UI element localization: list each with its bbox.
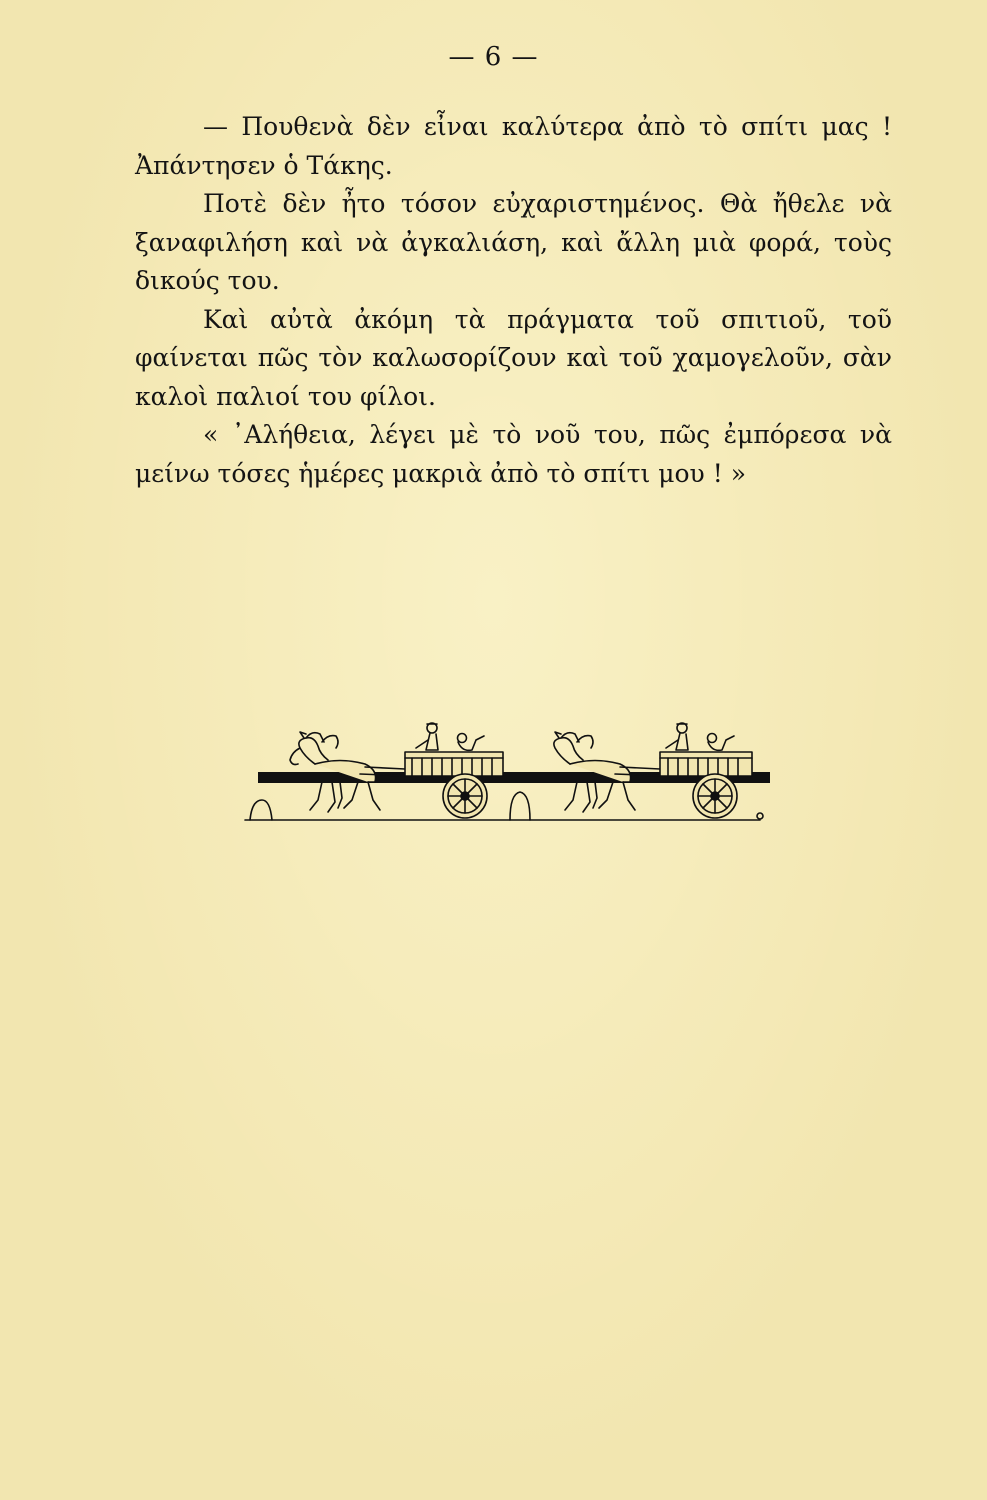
paragraph-3: Καὶ αὐτὰ ἀκόμη τὰ πράγματα τοῦ σπιτιοῦ, τοῦ φαίνεται πῶς τὸν καλωσορίζουν καὶ τοῦ χαμογελοῦν, σὰν καλοὶ παλιοί του φίλοι.	[135, 304, 892, 411]
paragraph-1: — Πουθενὰ δὲν εἶναι καλύτερα ἀπὸ τὸ σπίτι μας ! Ἀπάντησεν ὁ Τάκης.	[135, 112, 892, 180]
horse-cart-illustration	[240, 712, 775, 827]
paragraph-4: « ᾿Αλήθεια, λέγει μὲ τὸ νοῦ του, πῶς ἐμπόρεσα νὰ μείνω τόσες ἡμέρες μακριὰ ἀπὸ τὸ σπίτι μου ! »	[135, 420, 892, 488]
paragraph-2: Ποτὲ δὲν ἦτο τόσον εὐχαριστημένος. Θὰ ἤθελε νὰ ξαναφιλήση καὶ νὰ ἀγκαλιάση, καὶ ἄλλη μιὰ φορά, τοὺς δικούς του.	[135, 189, 892, 295]
body-text	[135, 108, 892, 493]
page-number: — 6 —	[448, 42, 539, 72]
